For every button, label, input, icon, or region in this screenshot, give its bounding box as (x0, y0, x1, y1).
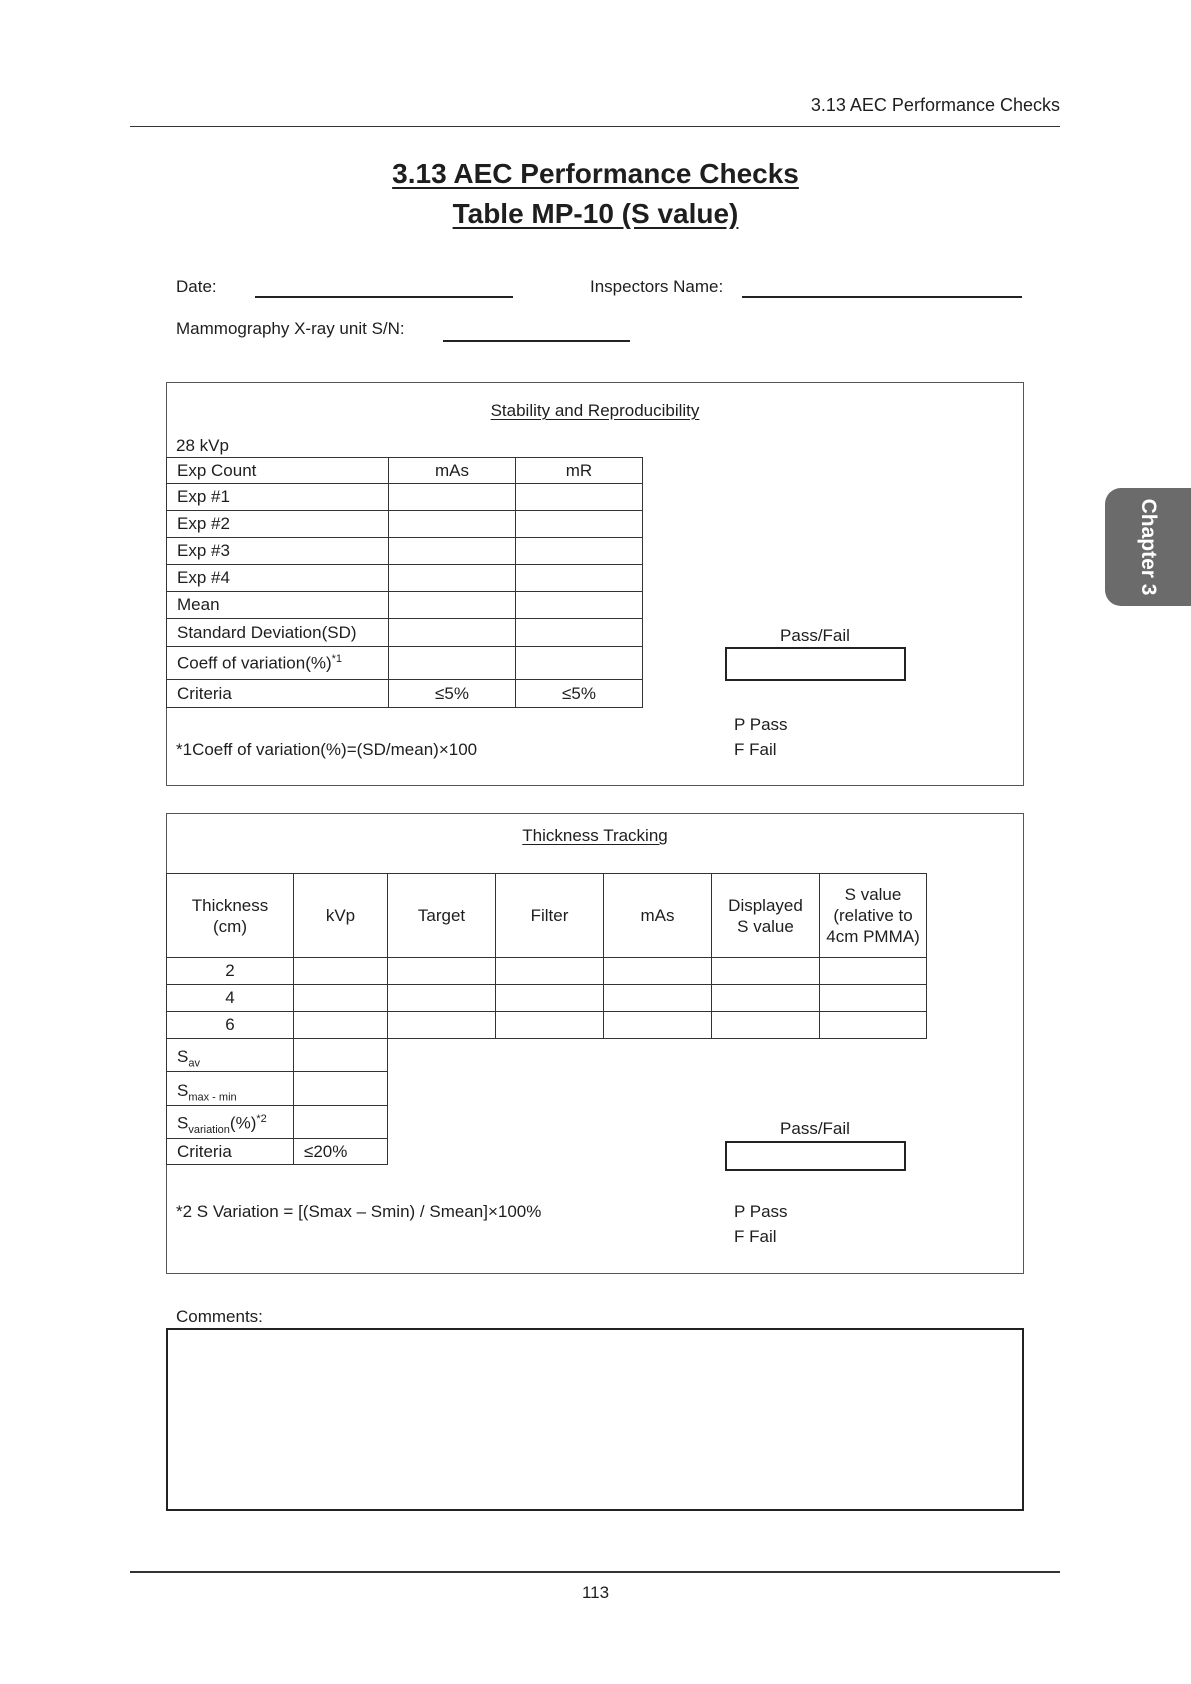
input-cell[interactable] (388, 985, 496, 1012)
date-field[interactable] (255, 296, 513, 298)
input-cell[interactable] (496, 985, 604, 1012)
inspector-label: Inspectors Name: (590, 277, 724, 296)
table-row (167, 565, 643, 592)
table-row (167, 680, 643, 708)
table-row (167, 1072, 388, 1106)
header-rule (130, 126, 1060, 127)
criteria-label: Criteria (167, 1139, 294, 1165)
stability-heading: Stability and Reproducibility (490, 401, 700, 420)
footer-rule (130, 1571, 1060, 1573)
row-label: Exp #1 (167, 484, 389, 511)
row-label: Exp #4 (167, 565, 389, 592)
input-cell[interactable] (388, 958, 496, 985)
page-title: 3.13 AEC Performance Checks (392, 158, 799, 189)
table-title: Table MP-10 (S value) (452, 198, 739, 229)
legend-fail: F Fail (734, 740, 777, 759)
input-cell[interactable] (496, 958, 604, 985)
pass-fail-box[interactable] (725, 647, 906, 681)
mas-cell[interactable] (389, 538, 516, 565)
mr-cell[interactable] (516, 647, 643, 680)
table-row (167, 958, 927, 985)
legend-pass: P Pass (734, 1202, 788, 1221)
s-summary-table (166, 1038, 388, 1165)
input-cell[interactable] (820, 1012, 927, 1039)
table-row (167, 647, 643, 680)
s-range-label: $S_{max - min}$ (167, 1072, 294, 1106)
table-row (167, 619, 643, 647)
legend-fail: F Fail (734, 1227, 777, 1246)
kvp-label: 28 kVp (176, 436, 229, 455)
input-cell[interactable] (820, 985, 927, 1012)
table-row (167, 484, 643, 511)
mas-cell[interactable] (389, 619, 516, 647)
s-variation-cell[interactable] (294, 1106, 388, 1139)
table-row (167, 458, 643, 484)
pass-fail-label: Pass/Fail (780, 1119, 850, 1138)
row-label: Exp #2 (167, 511, 389, 538)
column-header-s-relative: S value (relative to 4cm PMMA) (820, 874, 927, 958)
pass-fail-label: Pass/Fail (780, 626, 850, 645)
row-label: Exp #3 (167, 538, 389, 565)
input-cell[interactable] (604, 1012, 712, 1039)
footnote: *2 S Variation = [(Smax – Smin) / Smean]×100% (176, 1202, 542, 1221)
row-label: Standard Deviation(SD) (167, 619, 389, 647)
thickness-value: 6 (167, 1012, 294, 1039)
column-header-exp-count: Exp Count (167, 458, 389, 484)
mas-cell[interactable] (389, 484, 516, 511)
mas-cell[interactable] (389, 565, 516, 592)
footnote: *1Coeff of variation(%)=(SD/mean)×100 (176, 740, 478, 759)
table-row (167, 1039, 388, 1072)
s-variation-label: $S_{variation}(\%)^{*2}$ (167, 1106, 294, 1139)
table-row (167, 985, 927, 1012)
table-row (167, 538, 643, 565)
table-row (167, 1012, 927, 1039)
s-range-cell[interactable] (294, 1072, 388, 1106)
chapter-tab (1105, 488, 1191, 606)
input-cell[interactable] (388, 1012, 496, 1039)
table-row (167, 1139, 388, 1165)
criteria-label: Criteria (167, 680, 389, 708)
mr-cell[interactable] (516, 538, 643, 565)
column-header-mas: mAs (389, 458, 516, 484)
mas-cell[interactable] (389, 592, 516, 619)
thickness-heading: Thickness Tracking (522, 826, 668, 845)
mr-cell[interactable] (516, 592, 643, 619)
column-header-kvp: kVp (294, 874, 388, 958)
inspector-field[interactable] (742, 296, 1022, 298)
page-number: 113 (581, 1583, 610, 1602)
mas-cell[interactable] (389, 647, 516, 680)
table-row (167, 1106, 388, 1139)
legend-pass: P Pass (734, 715, 788, 734)
input-cell[interactable] (712, 958, 820, 985)
thickness-value: 2 (167, 958, 294, 985)
mr-cell[interactable] (516, 511, 643, 538)
mas-cell[interactable] (389, 511, 516, 538)
column-header-filter: Filter (496, 874, 604, 958)
column-header-displayed-s: Displayed S value (712, 874, 820, 958)
column-header-mas: mAs (604, 874, 712, 958)
s-av-cell[interactable] (294, 1039, 388, 1072)
stability-table (166, 457, 643, 708)
input-cell[interactable] (604, 958, 712, 985)
serial-field[interactable] (443, 340, 630, 342)
input-cell[interactable] (712, 985, 820, 1012)
criteria-mr: ≤5% (516, 680, 643, 708)
date-label: Date: (176, 277, 217, 296)
input-cell[interactable] (604, 985, 712, 1012)
table-row (167, 874, 927, 958)
input-cell[interactable] (496, 1012, 604, 1039)
pass-fail-box[interactable] (725, 1141, 906, 1171)
criteria-mas: ≤5% (389, 680, 516, 708)
column-header-thickness: Thickness (cm) (167, 874, 294, 958)
row-label: Coeff of variation(%)$^{*1}$ (167, 647, 389, 680)
input-cell[interactable] (294, 985, 388, 1012)
table-row (167, 511, 643, 538)
input-cell[interactable] (820, 958, 927, 985)
thickness-table (166, 873, 927, 1039)
mr-cell[interactable] (516, 565, 643, 592)
running-header: 3.13 AEC Performance Checks (810, 95, 1060, 115)
thickness-value: 4 (167, 985, 294, 1012)
column-header-target: Target (388, 874, 496, 958)
chapter-tab-label: Chapter 3 (1137, 498, 1160, 596)
comments-label: Comments: (176, 1307, 263, 1326)
row-label: Mean (167, 592, 389, 619)
input-cell[interactable] (294, 1012, 388, 1039)
s-av-label: $S_{av}$ (167, 1039, 294, 1072)
input-cell[interactable] (712, 1012, 820, 1039)
mr-cell[interactable] (516, 619, 643, 647)
criteria-value: ≤20% (294, 1139, 388, 1165)
input-cell[interactable] (294, 958, 388, 985)
table-row (167, 592, 643, 619)
column-header-mr: mR (516, 458, 643, 484)
mr-cell[interactable] (516, 484, 643, 511)
serial-label: Mammography X-ray unit S/N: (176, 319, 405, 338)
comments-box[interactable] (166, 1328, 1024, 1511)
